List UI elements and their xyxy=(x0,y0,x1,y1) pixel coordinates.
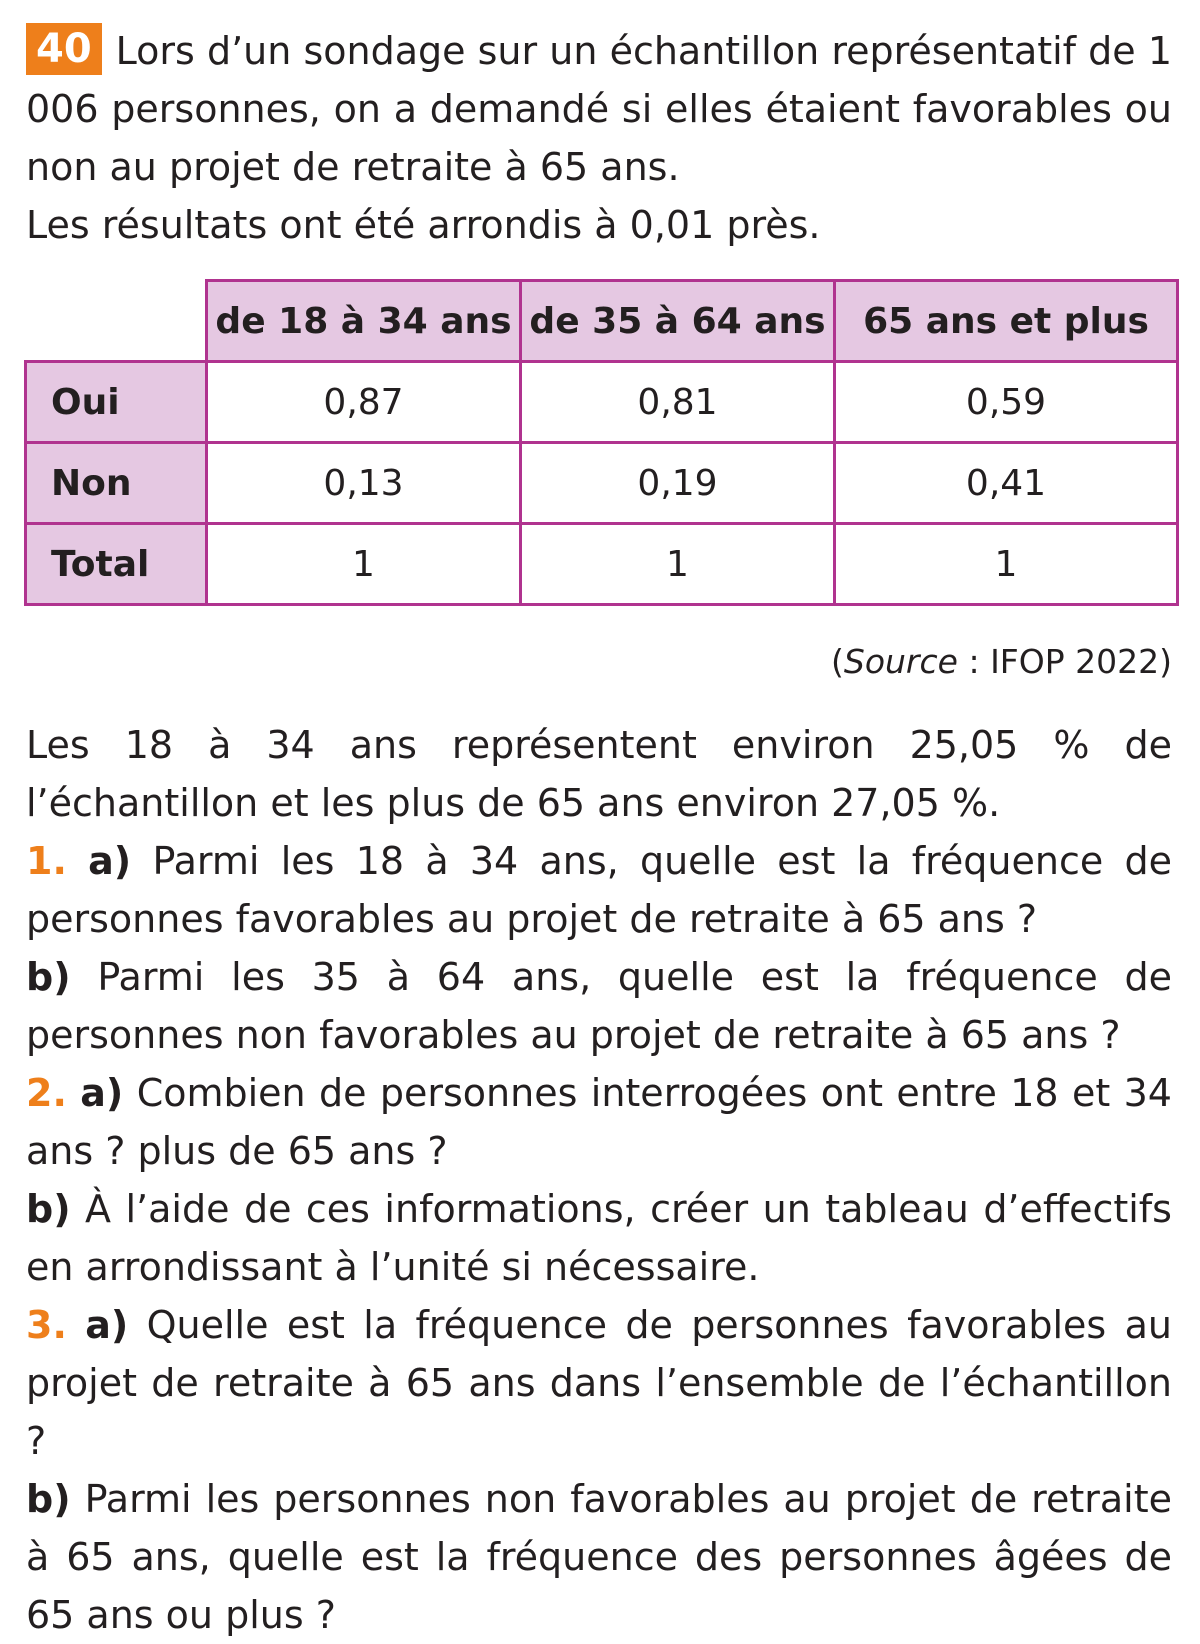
source-separator: : xyxy=(957,642,991,681)
question-3b xyxy=(26,1470,1172,1644)
question-text: Quelle est la fréquence de personnes favorables au projet de retraite à 65 ans dans l’ensemble de l’échantillon ? xyxy=(26,1303,1172,1463)
table-header-row xyxy=(26,281,1178,362)
question-3a xyxy=(26,1296,1172,1470)
cell-total-35-64: 1 xyxy=(521,524,835,605)
question-text: Combien de personnes interrogées ont entre 18 et 34 ans ? plus de 65 ans ? xyxy=(26,1071,1172,1173)
exercise-intro xyxy=(26,22,1172,254)
question-part-letter: a) xyxy=(88,839,132,883)
column-header-18-34: de 18 à 34 ans xyxy=(207,281,521,362)
cell-oui-65-plus: 0,59 xyxy=(835,362,1178,443)
question-number: 1. xyxy=(26,839,67,883)
question-text: Parmi les 18 à 34 ans, quelle est la fréquence de personnes favorables au projet de retraite à 65 ans ? xyxy=(26,839,1172,941)
intro-paragraph xyxy=(26,22,1172,196)
question-part-letter: a) xyxy=(80,1071,124,1115)
question-2b xyxy=(26,1180,1172,1296)
question-part-letter: a) xyxy=(85,1303,129,1347)
row-header-total: Total xyxy=(26,524,207,605)
question-number: 3. xyxy=(26,1303,67,1347)
exercise-number-badge: 40 xyxy=(26,23,102,75)
question-1b xyxy=(26,948,1172,1064)
question-part-letter: b) xyxy=(26,1187,71,1231)
column-header-65-plus: 65 ans et plus xyxy=(835,281,1178,362)
source-close-paren: ) xyxy=(1159,642,1172,681)
row-header-non: Non xyxy=(26,443,207,524)
source-label: Source xyxy=(843,642,958,681)
question-text: À l’aide de ces informations, créer un tableau d’effectifs en arrondissant à l’unité si nécessaire. xyxy=(26,1187,1172,1289)
question-text: Parmi les personnes non favorables au projet de retraite à 65 ans, quelle est la fréquence des personnes âgées de 65 ans ou plus ? xyxy=(26,1477,1172,1637)
cell-non-35-64: 0,19 xyxy=(521,443,835,524)
source-value: IFOP 2022 xyxy=(990,642,1160,681)
table-row-total xyxy=(26,524,1178,605)
cell-non-65-plus: 0,41 xyxy=(835,443,1178,524)
question-2a xyxy=(26,1064,1172,1180)
cell-oui-18-34: 0,87 xyxy=(207,362,521,443)
cell-oui-35-64: 0,81 xyxy=(521,362,835,443)
cell-non-18-34: 0,13 xyxy=(207,443,521,524)
source-open-paren: ( xyxy=(831,642,844,681)
table-row-non xyxy=(26,443,1178,524)
question-1a xyxy=(26,832,1172,948)
column-header-35-64: de 35 à 64 ans xyxy=(521,281,835,362)
context-paragraph: Les 18 à 34 ans représentent environ 25,05 % de l’échantillon et les plus de 65 ans environ 27,05 %. xyxy=(26,723,1172,825)
question-text: Parmi les 35 à 64 ans, quelle est la fréquence de personnes non favorables au projet de retraite à 65 ans ? xyxy=(26,955,1172,1057)
cell-total-65-plus: 1 xyxy=(835,524,1178,605)
row-header-oui: Oui xyxy=(26,362,207,443)
intro-text: Lors d’un sondage sur un échantillon représentatif de 1 006 personnes, on a demandé si elles étaient favorables ou non au projet de retraite à 65 ans. xyxy=(26,29,1172,189)
survey-frequency-table xyxy=(24,279,1179,606)
question-part-letter: b) xyxy=(26,955,71,999)
questions-block xyxy=(26,716,1172,1644)
cell-total-18-34: 1 xyxy=(207,524,521,605)
question-part-letter: b) xyxy=(26,1477,71,1521)
table-row-oui xyxy=(26,362,1178,443)
table-corner-cell xyxy=(26,281,207,362)
question-number: 2. xyxy=(26,1071,67,1115)
source-citation xyxy=(831,640,1172,684)
rounding-note: Les résultats ont été arrondis à 0,01 près. xyxy=(26,203,821,247)
